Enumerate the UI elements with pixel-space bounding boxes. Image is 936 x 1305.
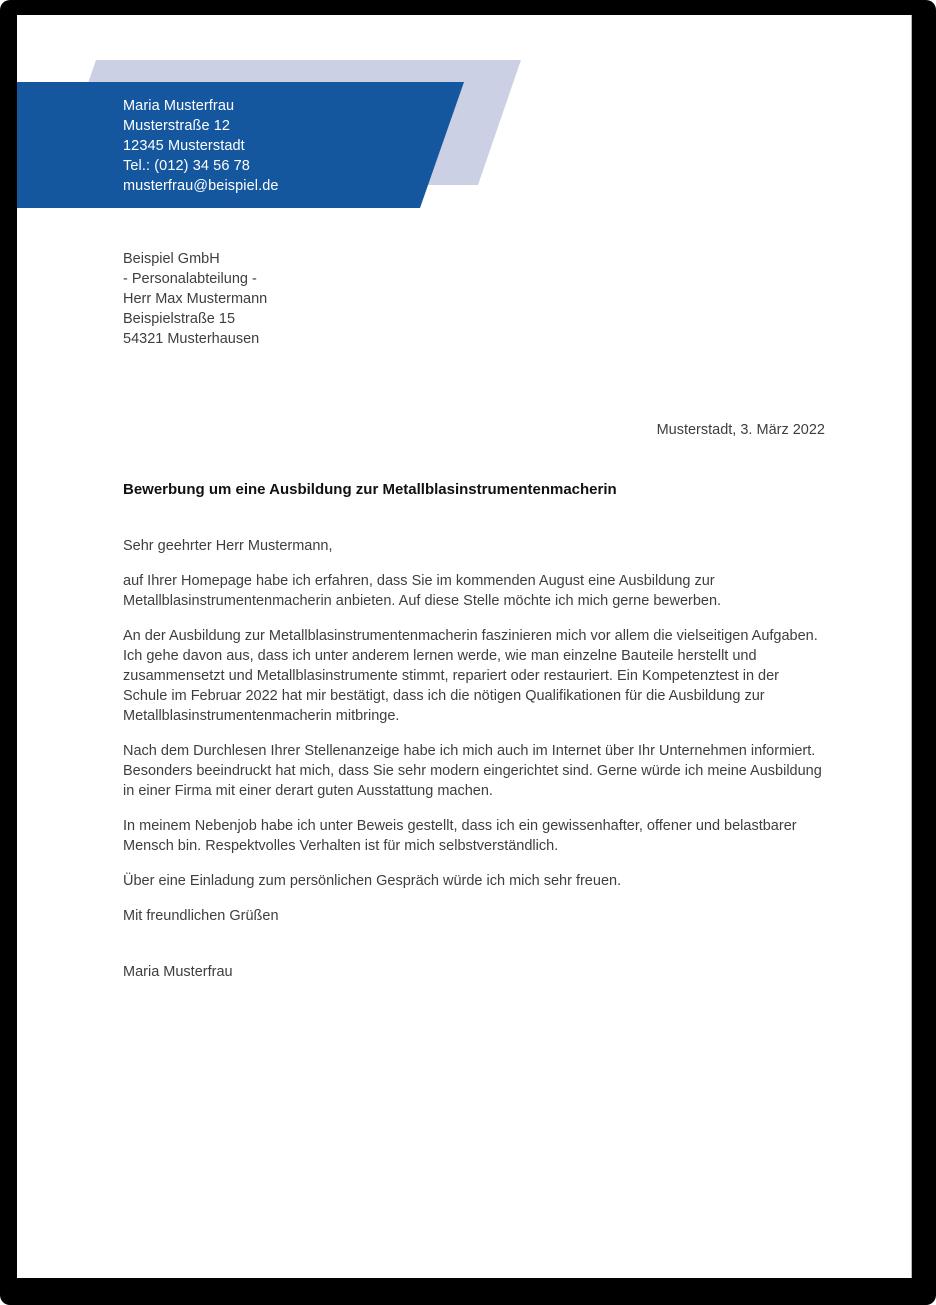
- date-line: Musterstadt, 3. März 2022: [656, 422, 825, 438]
- letter-page: [17, 15, 911, 1278]
- sender-city: 12345 Musterstadt: [123, 138, 245, 154]
- closing: Mit freundlichen Grüßen: [123, 908, 279, 924]
- body-paragraph: An der Ausbildung zur Metallblasinstrumentenmacherin faszinieren mich vor allem die vielseitigen Aufgaben. Ich gehe davon aus, dass ich unter anderem lernen werde, wie man einzelne Bauteile herstellt und zusammensetzt und Metallblasinstrumente stimmt, repariert oder restauriert. Ein Kompetenztest in der Schule im Februar 2022 hat mir bestätigt, dass ich die nötigen Qualifikationen für die Ausbildung zur Metallblasinstrumentenmacherin mitbringe.: [123, 628, 818, 724]
- salutation: Sehr geehrter Herr Mustermann,: [123, 538, 333, 554]
- recipient-block: [123, 249, 267, 349]
- recipient-city: 54321 Musterhausen: [123, 331, 260, 347]
- recipient-contact: Herr Max Mustermann: [123, 291, 268, 307]
- sender-name: Maria Musterfrau: [123, 98, 235, 114]
- signature-name: Maria Musterfrau: [123, 964, 233, 980]
- body-paragraph: Über eine Einladung zum persönlichen Gespräch würde ich mich sehr freuen.: [123, 873, 622, 889]
- recipient-street: Beispielstraße 15: [123, 311, 236, 327]
- sender-street: Musterstraße 12: [123, 118, 231, 134]
- recipient-department: - Personalabteilung -: [123, 271, 257, 287]
- letter-body: [123, 536, 826, 997]
- body-paragraph: In meinem Nebenjob habe ich unter Beweis gestellt, dass ich ein gewissenhafter, offener und belastbarer Mensch bin. Respektvolles Verhalten ist für mich selbstverständlich.: [123, 818, 797, 854]
- sender-block: [123, 96, 279, 196]
- sender-email: musterfrau@beispiel.de: [123, 178, 279, 194]
- body-paragraph: Nach dem Durchlesen Ihrer Stellenanzeige habe ich mich auch im Internet über Ihr Unternehmen informiert. Besonders beeindruckt hat mich, dass Sie sehr modern eingerichtet sind. Gerne würde ich meine Ausbildung in einer Firma mit einer derart guten Ausstattung machen.: [123, 743, 822, 799]
- body-paragraph: auf Ihrer Homepage habe ich erfahren, dass Sie im kommenden August eine Ausbildung zur Metallblasinstrumentenmacherin anbieten. Auf diese Stelle möchte ich mich gerne bewerben.: [123, 573, 722, 609]
- sender-phone: Tel.: (012) 34 56 78: [123, 158, 250, 174]
- recipient-company: Beispiel GmbH: [123, 251, 220, 267]
- subject-line: Bewerbung um eine Ausbildung zur Metallblasinstrumentenmacherin: [123, 481, 617, 498]
